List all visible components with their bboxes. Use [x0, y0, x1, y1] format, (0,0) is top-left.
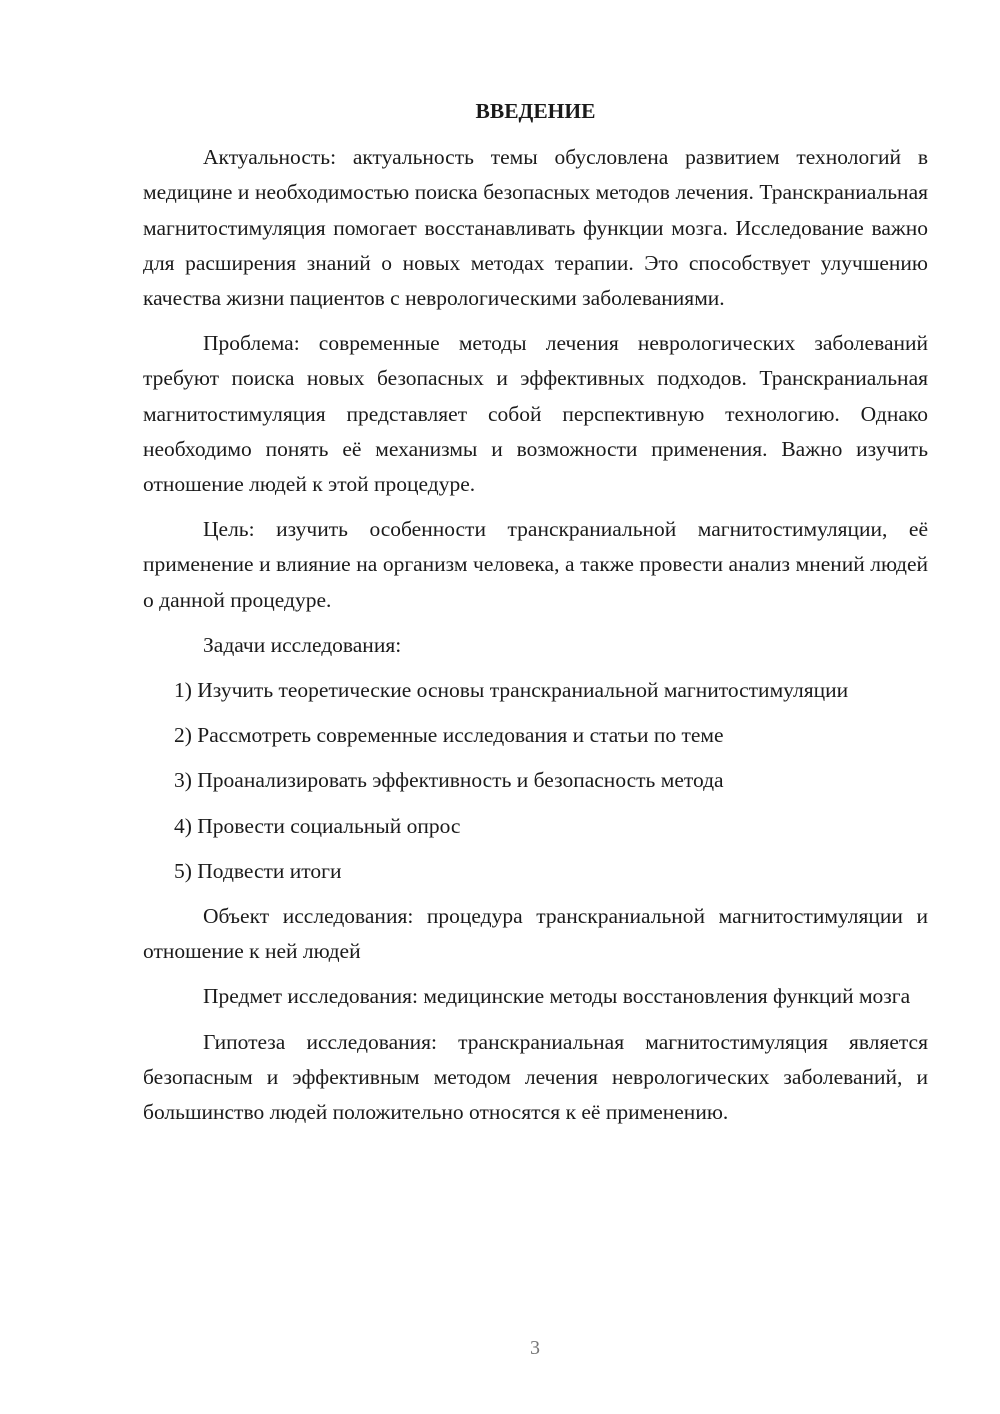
task-item-1: 1) Изучить теоретические основы транскраниальной магнитостимуляции [174, 678, 849, 703]
problem-paragraph: Проблема: современные методы лечения неврологических заболеваний требуют поиска новых безопасных и эффективных подходов. Транскраниальная магнитостимуляция представляет собой перспективную технологию. Однако необходимо понять её механизмы и возможности применения. Важно изучить отношение людей к этой процедуре. [143, 331, 928, 497]
goal-paragraph: Цель: изучить особенности транскраниальной магнитостимуляции, её применение и влияние на организм человека, а также провести анализ мнений людей о данной процедуре. [143, 517, 928, 612]
hypothesis-paragraph: Гипотеза исследования: транскраниальная магнитостимуляция является безопасным и эффективным методом лечения неврологических заболеваний, и большинство людей положительно относятся к её применению. [143, 1029, 928, 1125]
task-item-2: 2) Рассмотреть современные исследования и статьи по теме [174, 723, 724, 748]
task-item-3: 3) Проанализировать эффективность и безопасность метода [174, 768, 724, 793]
relevance-paragraph: Актуальность: актуальность темы обусловлена развитием технологий в медицине и необходимостью поиска безопасных методов лечения. Транскраниальная магнитостимуляция помогает восстанавливать функции мозга. Исследование важно для расширения знаний о новых методах терапии. Это способствует улучшению качества жизни пациентов с неврологическими заболеваниями. [143, 145, 928, 311]
task-item-5: 5) Подвести итоги [174, 858, 342, 883]
task-item-4: 4) Провести социальный опрос [174, 813, 461, 838]
page-number: 3 [530, 1337, 540, 1359]
object-paragraph: Объект исследования: процедура транскраниальной магнитостимуляции и отношение к ней людей [143, 904, 928, 964]
tasks-heading: Задачи исследования: [203, 632, 402, 657]
section-title: ВВЕДЕНИЕ [475, 99, 596, 123]
subject-paragraph: Предмет исследования: медицинские методы восстановления функций мозга [203, 984, 911, 1009]
